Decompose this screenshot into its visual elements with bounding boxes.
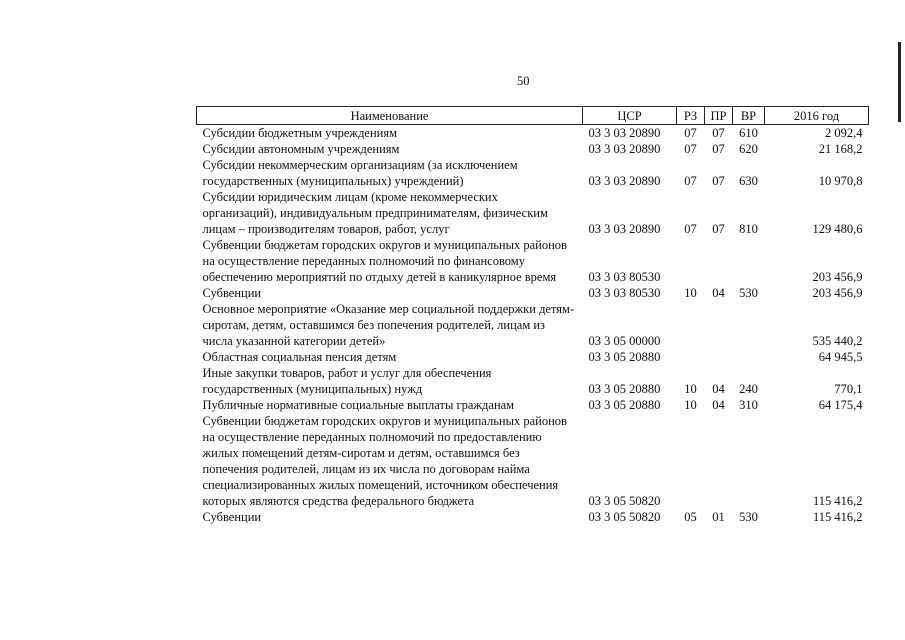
row-vr: 810: [739, 222, 758, 236]
row-rz: [677, 413, 705, 509]
row-csr: 03 3 05 00000: [588, 334, 661, 348]
row-pr: [705, 237, 733, 285]
row-csr: 03 3 03 20890: [588, 126, 661, 140]
row-vr: 310: [739, 398, 758, 412]
row-amount: 21 168,2: [818, 142, 863, 156]
header-pr: ПР: [705, 107, 733, 125]
row-rz: 10: [684, 398, 697, 412]
row-rz: 07: [684, 126, 697, 140]
row-rz: 10: [684, 286, 697, 300]
row-pr: 07: [712, 222, 725, 236]
row-name: Субвенции бюджетам городских округов и муниципальных районов на осуществление переданных полномочий по предоставлению жилых помещений детям-сиротам и детям, оставшимся без попечения родителей, лицам из их числа по договорам найма специализированных жилых помещений, источником обеспечения которых являются средства федерального бюджета: [202, 414, 567, 508]
row-name: Публичные нормативные социальные выплаты гражданам: [202, 398, 515, 412]
header-csr: ЦСР: [583, 107, 677, 125]
row-pr: 07: [712, 142, 725, 156]
row-csr: 03 3 05 50820: [588, 494, 661, 508]
table-row: [197, 189, 869, 237]
row-vr: 530: [739, 510, 758, 524]
row-csr: 03 3 03 80530: [588, 286, 661, 300]
page-number: 50: [517, 74, 530, 88]
row-csr: 03 3 05 20880: [588, 382, 661, 396]
row-name: Основное мероприятие «Оказание мер социальной поддержки детям-сиротам, детям, оставшимся без попечения родителей, лицам из числа указанной категории детей»: [202, 302, 575, 348]
row-amount: 115 416,2: [812, 494, 863, 508]
row-amount: 115 416,2: [812, 510, 863, 524]
row-csr: 03 3 03 20890: [588, 222, 661, 236]
table-row: [197, 413, 869, 509]
row-rz: 10: [684, 382, 697, 396]
row-name: Субсидии автономным учреждениям: [202, 142, 400, 156]
row-name: Субсидии юридическим лицам (кроме некоммерческих организаций), индивидуальным предпринимателям, физическим лицам – производителям товаров, работ, услуг: [202, 190, 548, 236]
budget-table: [196, 106, 869, 525]
row-csr: 03 3 03 20890: [588, 174, 661, 188]
header-vr: ВР: [733, 107, 765, 125]
row-name: Субсидии некоммерческим организациям (за исключением государственных (муниципальных) учреждений): [202, 158, 518, 188]
row-name: Субвенции: [202, 510, 262, 524]
scan-edge-mark: [898, 42, 901, 122]
row-vr: 530: [739, 286, 758, 300]
row-vr: [733, 349, 765, 365]
row-pr: [705, 301, 733, 349]
row-vr: 630: [739, 174, 758, 188]
row-vr: 620: [739, 142, 758, 156]
table-row: [197, 301, 869, 349]
table-row: [197, 365, 869, 397]
row-amount: 10 970,8: [818, 174, 863, 188]
row-vr: [733, 301, 765, 349]
row-csr: 03 3 03 80530: [588, 270, 661, 284]
row-pr: 07: [712, 174, 725, 188]
row-pr: [705, 413, 733, 509]
row-amount: 203 456,9: [812, 286, 863, 300]
row-amount: 203 456,9: [812, 270, 863, 284]
row-rz: 07: [684, 174, 697, 188]
row-csr: 03 3 03 20890: [588, 142, 661, 156]
row-pr: [705, 349, 733, 365]
header-year: 2016 год: [765, 107, 869, 125]
row-pr: 04: [712, 286, 725, 300]
row-vr: 610: [739, 126, 758, 140]
row-rz: [677, 237, 705, 285]
row-name: Иные закупки товаров, работ и услуг для обеспечения государственных (муниципальных) нужд: [202, 366, 492, 396]
row-amount: 535 440,2: [812, 334, 863, 348]
row-name: Областная социальная пенсия детям: [202, 350, 397, 364]
header-row: [197, 107, 869, 125]
row-csr: 03 3 05 50820: [588, 510, 661, 524]
row-pr: 04: [712, 398, 725, 412]
table-row: [197, 125, 869, 142]
table-row: [197, 285, 869, 301]
table-row: [197, 349, 869, 365]
row-name: Субвенции: [202, 286, 262, 300]
row-amount: 64 945,5: [818, 350, 863, 364]
table-row: [197, 509, 869, 525]
row-pr: 04: [712, 382, 725, 396]
row-rz: 07: [684, 142, 697, 156]
table-row: [197, 397, 869, 413]
table-row: [197, 157, 869, 189]
row-vr: [733, 237, 765, 285]
row-rz: 05: [684, 510, 697, 524]
row-amount: 2 092,4: [825, 126, 863, 140]
row-vr: 240: [739, 382, 758, 396]
row-name: Субсидии бюджетным учреждениям: [202, 126, 398, 140]
row-csr: 03 3 05 20880: [588, 398, 661, 412]
row-amount: 129 480,6: [812, 222, 863, 236]
row-csr: 03 3 05 20880: [588, 350, 661, 364]
row-pr: 01: [712, 510, 725, 524]
table-row: [197, 237, 869, 285]
row-amount: 64 175,4: [818, 398, 863, 412]
row-amount: 770,1: [834, 382, 863, 396]
row-vr: [733, 413, 765, 509]
table-header: [197, 107, 869, 125]
row-name: Субвенции бюджетам городских округов и муниципальных районов на осуществление переданных полномочий по финансовому обеспечению мероприятий по отдыху детей в каникулярное время: [202, 238, 567, 284]
table-body: [197, 125, 869, 526]
row-rz: [677, 301, 705, 349]
row-pr: 07: [712, 126, 725, 140]
header-name: Наименование: [197, 107, 583, 125]
header-rz: РЗ: [677, 107, 705, 125]
row-rz: [677, 349, 705, 365]
table-row: [197, 141, 869, 157]
row-rz: 07: [684, 222, 697, 236]
